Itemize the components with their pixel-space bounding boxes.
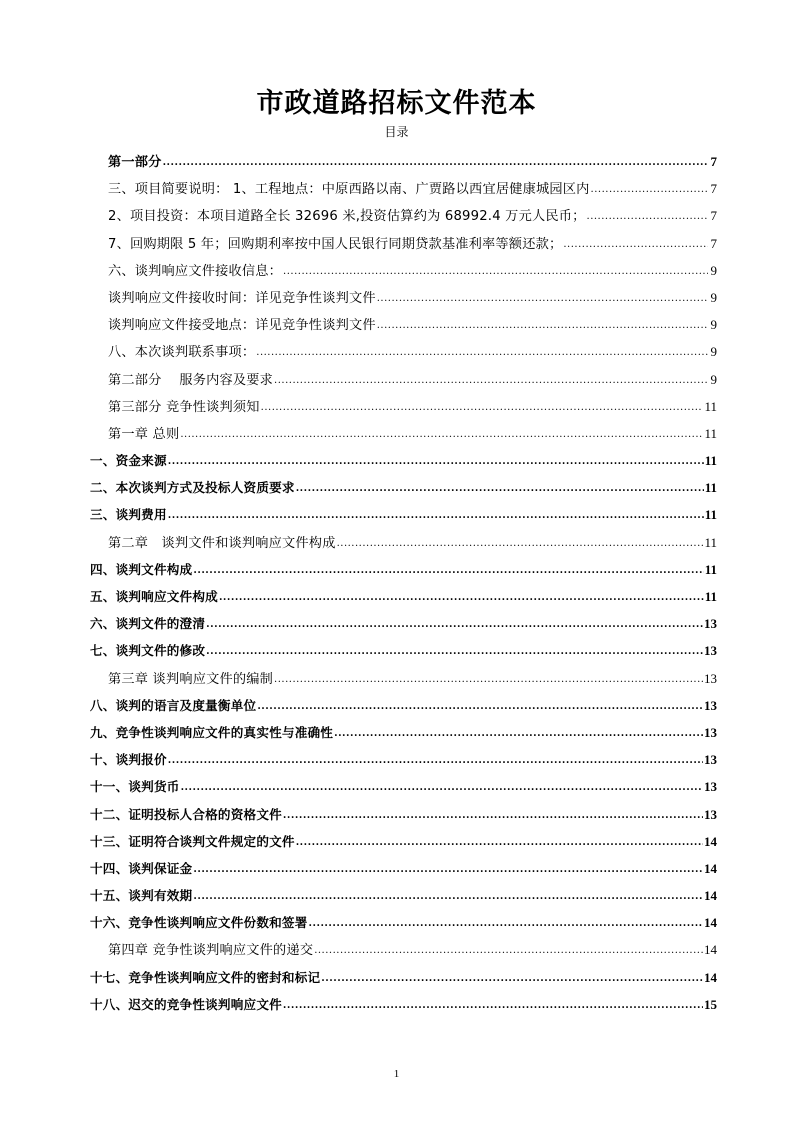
toc-entry-page: 11 <box>704 507 717 523</box>
toc-entry-page: 14 <box>704 942 717 958</box>
toc-entry-title: 第三部分 竞争性谈判须知 <box>108 399 260 415</box>
toc-entry-title: 7、回购期限 5 年；回购期利率按中国人民银行同期贷款基准利率等额还款； <box>108 236 563 252</box>
toc-dot-leader <box>334 720 703 747</box>
toc-entry-page: 11 <box>704 561 717 577</box>
toc-entry-title: 十一、谈判货币 <box>90 779 180 795</box>
toc-dot-leader <box>261 394 704 421</box>
toc-entry[interactable] <box>0 230 793 257</box>
toc-entry-page: 7 <box>710 235 717 251</box>
toc-dot-leader <box>321 965 703 992</box>
toc-entry[interactable] <box>0 257 793 284</box>
toc-heading: 目录 <box>384 125 409 139</box>
toc-dot-leader <box>296 829 703 856</box>
toc-entry[interactable] <box>0 882 793 909</box>
toc-entry[interactable] <box>0 964 793 991</box>
toc-entry-page: 14 <box>704 833 717 849</box>
toc-entry[interactable] <box>0 936 793 963</box>
toc-dot-leader <box>181 774 703 801</box>
toc-entry-page: 9 <box>710 371 717 387</box>
toc-entry[interactable] <box>0 828 793 855</box>
toc-entry-title: 第二章 谈判文件和谈判响应文件构成 <box>108 535 336 551</box>
toc-entry-page: 9 <box>710 317 717 333</box>
toc-dot-leader <box>377 312 708 339</box>
toc-entry-title: 第一部分 <box>108 155 162 170</box>
toc-dot-leader <box>193 856 703 883</box>
toc-entry[interactable] <box>0 474 793 501</box>
toc-dot-leader <box>180 421 703 448</box>
toc-entry-page: 13 <box>704 779 717 795</box>
toc-entry-title: 十六、竞争性谈判响应文件份数和签署 <box>90 915 308 931</box>
toc-entry-page: 9 <box>710 344 717 360</box>
toc-entry-page: 13 <box>704 670 717 686</box>
toc-dot-leader <box>206 611 703 638</box>
toc-entry-title: 六、谈判文件的澄清 <box>90 616 206 632</box>
toc-entry-title: 三、项目简要说明： 1、工程地点：中原西路以南、广贾路以西宜居健康城园区内 <box>108 182 590 198</box>
toc-entry-title: 十五、谈判有效期 <box>90 888 193 904</box>
toc-entry-title: 第三章 谈判响应文件的编制 <box>108 671 274 687</box>
toc-entry[interactable] <box>0 610 793 637</box>
toc-entry[interactable] <box>0 556 793 583</box>
toc-entry[interactable] <box>0 393 793 420</box>
toc-entry-title: 十七、竞争性谈判响应文件的密封和标记 <box>90 969 321 985</box>
toc-dot-leader <box>283 992 703 1019</box>
toc-entry-title: 二、本次谈判方式及投标人资质要求 <box>90 480 295 496</box>
toc-dot-leader <box>587 203 708 230</box>
toc-entry[interactable] <box>0 746 793 773</box>
toc-entry-title: 十四、谈判保证金 <box>90 860 193 876</box>
toc-entry[interactable] <box>0 719 793 746</box>
toc-entry-page: 13 <box>704 697 717 713</box>
toc-entry-page: 11 <box>704 425 717 441</box>
toc-dot-leader <box>256 339 708 366</box>
toc-entry-page: 11 <box>704 398 717 414</box>
toc-entry[interactable] <box>0 148 793 175</box>
toc-dot-leader <box>206 638 703 665</box>
toc-entry[interactable] <box>0 311 793 338</box>
toc-entry[interactable] <box>0 909 793 936</box>
toc-dot-leader <box>193 883 703 910</box>
toc-entry-title: 十三、证明符合谈判文件规定的文件 <box>90 833 295 849</box>
toc-entry-page: 11 <box>704 453 717 469</box>
toc-dot-leader <box>563 231 708 258</box>
toc-entry-page: 13 <box>704 806 717 822</box>
toc-entry-title: 第四章 竞争性谈判响应文件的递交 <box>108 943 314 959</box>
toc-entry-title: 八、谈判的语言及度量衡单位 <box>90 697 257 713</box>
toc-entry-title: 第二部分 服务内容及要求 <box>108 372 274 388</box>
toc-entry-page: 14 <box>704 860 717 876</box>
toc-entry[interactable] <box>0 366 793 393</box>
toc-dot-leader <box>168 502 704 529</box>
toc-entry-title: 第一章 总则 <box>108 426 180 442</box>
toc-entry-title: 七、谈判文件的修改 <box>90 643 206 659</box>
toc-dot-leader <box>591 176 708 203</box>
toc-dot-leader <box>296 475 704 502</box>
toc-entry-page: 14 <box>704 888 717 904</box>
toc-entry-title: 五、谈判响应文件构成 <box>90 589 218 604</box>
toc-dot-leader <box>168 448 704 475</box>
toc-dot-leader <box>377 285 708 312</box>
toc-entry-page: 11 <box>704 480 717 496</box>
toc-entry-title: 四、谈判文件构成 <box>90 561 193 577</box>
toc-dot-leader <box>337 530 704 557</box>
toc-entry-page: 13 <box>704 752 717 768</box>
toc-dot-leader <box>274 666 703 693</box>
toc-entry[interactable] <box>0 284 793 311</box>
toc-dot-leader <box>283 802 703 829</box>
toc-entry-page: 13 <box>704 724 717 740</box>
toc-entry-title: 谈判响应文件接受地点：详见竞争性谈判文件 <box>108 318 376 334</box>
toc-dot-leader <box>219 584 704 611</box>
toc-entry-page: 15 <box>704 996 717 1012</box>
toc-entry-page: 14 <box>704 915 717 931</box>
toc-entry-title: 九、竞争性谈判响应文件的真实性与准确性 <box>90 724 334 740</box>
toc-entry-page: 7 <box>710 154 717 169</box>
toc-entry-page: 7 <box>710 208 717 224</box>
toc-entry[interactable] <box>0 855 793 882</box>
toc-entry[interactable] <box>0 175 793 202</box>
toc-dot-leader <box>283 258 708 285</box>
toc-entry[interactable] <box>0 801 793 828</box>
toc-entry[interactable] <box>0 583 793 610</box>
toc-entry-title: 十、谈判报价 <box>90 752 167 768</box>
toc-entry[interactable] <box>0 665 793 692</box>
toc-entry-title: 十二、证明投标人合格的资格文件 <box>90 806 282 822</box>
toc-entry-page: 11 <box>704 534 717 550</box>
toc-entry-page: 7 <box>710 181 717 197</box>
toc-entry-title: 2、项目投资：本项目道路全长 32696 米,投资估算约为 68992.4 万元人民币； <box>108 209 586 225</box>
toc-entry-title: 十八、迟交的竞争性谈判响应文件 <box>90 996 282 1012</box>
toc-dot-leader <box>257 693 703 720</box>
toc-dot-leader <box>309 910 704 937</box>
toc-dot-leader <box>274 367 708 394</box>
toc-entry[interactable] <box>0 447 793 474</box>
toc-entry[interactable] <box>0 991 793 1018</box>
toc-dot-leader <box>168 747 703 774</box>
toc-entry-title: 谈判响应文件接收时间：详见竞争性谈判文件 <box>108 290 376 306</box>
toc-entry-title: 六、谈判响应文件接收信息： <box>108 263 283 279</box>
toc-entry-page: 11 <box>704 589 717 604</box>
toc-entry-title: 八、本次谈判联系事项： <box>108 345 256 361</box>
toc-entry[interactable] <box>0 637 793 664</box>
toc-dot-leader <box>314 937 703 964</box>
toc-entry[interactable] <box>0 501 793 528</box>
document-title: 市政道路招标文件范本 <box>256 88 537 119</box>
table-of-contents <box>0 148 793 1018</box>
toc-entry-page: 9 <box>710 262 717 278</box>
toc-entry[interactable] <box>0 420 793 447</box>
toc-entry[interactable] <box>0 529 793 556</box>
toc-entry-page: 13 <box>704 643 717 659</box>
toc-entry-page: 9 <box>710 289 717 305</box>
toc-dot-leader <box>193 557 703 584</box>
toc-entry[interactable] <box>0 692 793 719</box>
toc-entry[interactable] <box>0 338 793 365</box>
toc-entry-page: 14 <box>704 969 717 985</box>
page-number: 1 <box>393 1068 400 1080</box>
toc-entry-page: 13 <box>704 616 717 632</box>
toc-entry[interactable] <box>0 202 793 229</box>
toc-entry[interactable] <box>0 773 793 800</box>
toc-entry-title: 三、谈判费用 <box>90 507 167 523</box>
toc-dot-leader <box>163 149 708 176</box>
toc-entry-title: 一、资金来源 <box>90 453 167 469</box>
